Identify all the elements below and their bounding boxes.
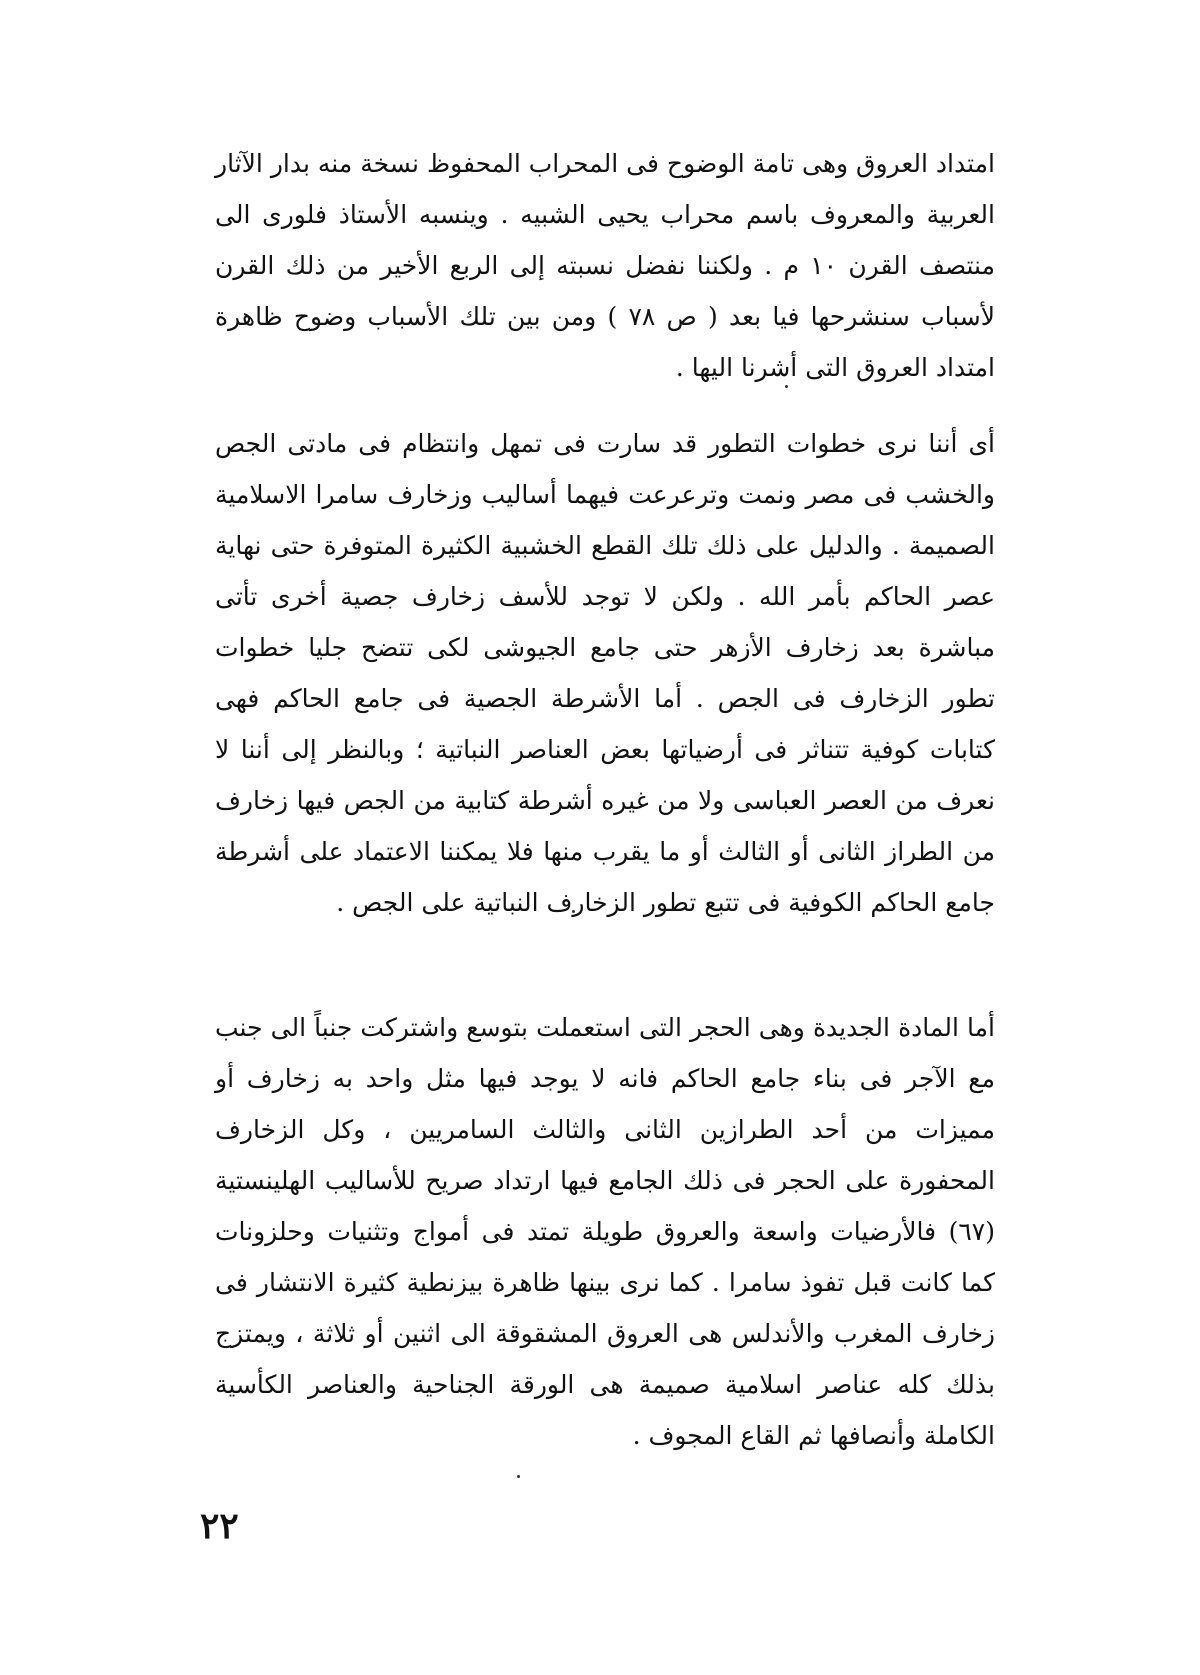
paragraph-3 — [215, 1002, 995, 1461]
paragraph-text: أما المادة الجديدة وهى الحجر التى استعملت بتوسع واشتركت جنباً الى جنب مع الآجر فى بناء جامع الحاكم فانه لا يوجد فيها مثل واحد به زخارف أو مميزات من أحد الطرازين الثانى والثالث السامريين ، وكل الزخارف المحفورة على الحجر فى ذلك الجامع فيها ارتداد صريح للأساليب الهلينستية (٦٧) فالأرضيات واسعة والعروق طويلة تمتد فى أمواج وتثنيات وحلزونات كما كانت قبل تفوذ سامرا . كما نرى بينها ظاهرة بيزنطية كثيرة الانتشار فى زخارف المغرب والأندلس هى العروق المشقوقة الى اثنين أو ثلاثة ، ويمتزج بذلك كله عناصر اسلامية صميمة هى الورقة الجناحية والعناصر الكأسية الكاملة وأنصافها ثم القاع المجوف . — [215, 1013, 995, 1450]
print-speck — [517, 1475, 520, 1478]
paragraph-1 — [215, 138, 995, 393]
paragraph-text: امتداد العروق وهى تامة الوضوح فى المحراب المحفوظ نسخة منه بدار الآثار العربية والمعروف باسم محراب يحيى الشبيه . وينسبه الأستاذ فلورى الى منتصف القرن ١٠ م . ولكننا نفضل نسبته إلى الربع الأخير من ذلك القرن لأسباب سنشرحها فيا بعد ( ص ٧٨ ) ومن بين تلك الأسباب وضوح ظاهرة امتداد العروق التى أشرنا اليها . — [215, 149, 995, 382]
page-number: ٢٢ — [200, 1505, 239, 1547]
paragraph-text: أى أننا نرى خطوات التطور قد سارت فى تمهل وانتظام فى مادتى الجص والخشب فى مصر ونمت وترعرعت فيهما أساليب وزخارف سامرا الاسلامية الصميمة . والدليل على ذلك تلك القطع الخشبية الكثيرة المتوفرة حتى نهاية عصر الحاكم بأمر الله . ولكن لا توجد للأسف زخارف جصية أخرى تأتى مباشرة بعد زخارف الأزهر حتى جامع الجيوشى لكى تتضح جليا خطوات تطور الزخارف فى الجص . أما الأشرطة الجصية فى جامع الحاكم فهى كتابات كوفية تتناثر فى أرضياتها بعض العناصر النباتية ؛ وبالنظر إلى أننا لا نعرف من العصر العباسى ولا من غيره أشرطة كتابية من الجص فيها زخارف من الطراز الثانى أو الثالث أو ما يقرب منها فلا يمكننا الاعتماد على أشرطة جامع الحاكم الكوفية فى تتبع تطور الزخارف النباتية على الجص . — [215, 429, 995, 917]
paragraph-2 — [215, 418, 995, 928]
